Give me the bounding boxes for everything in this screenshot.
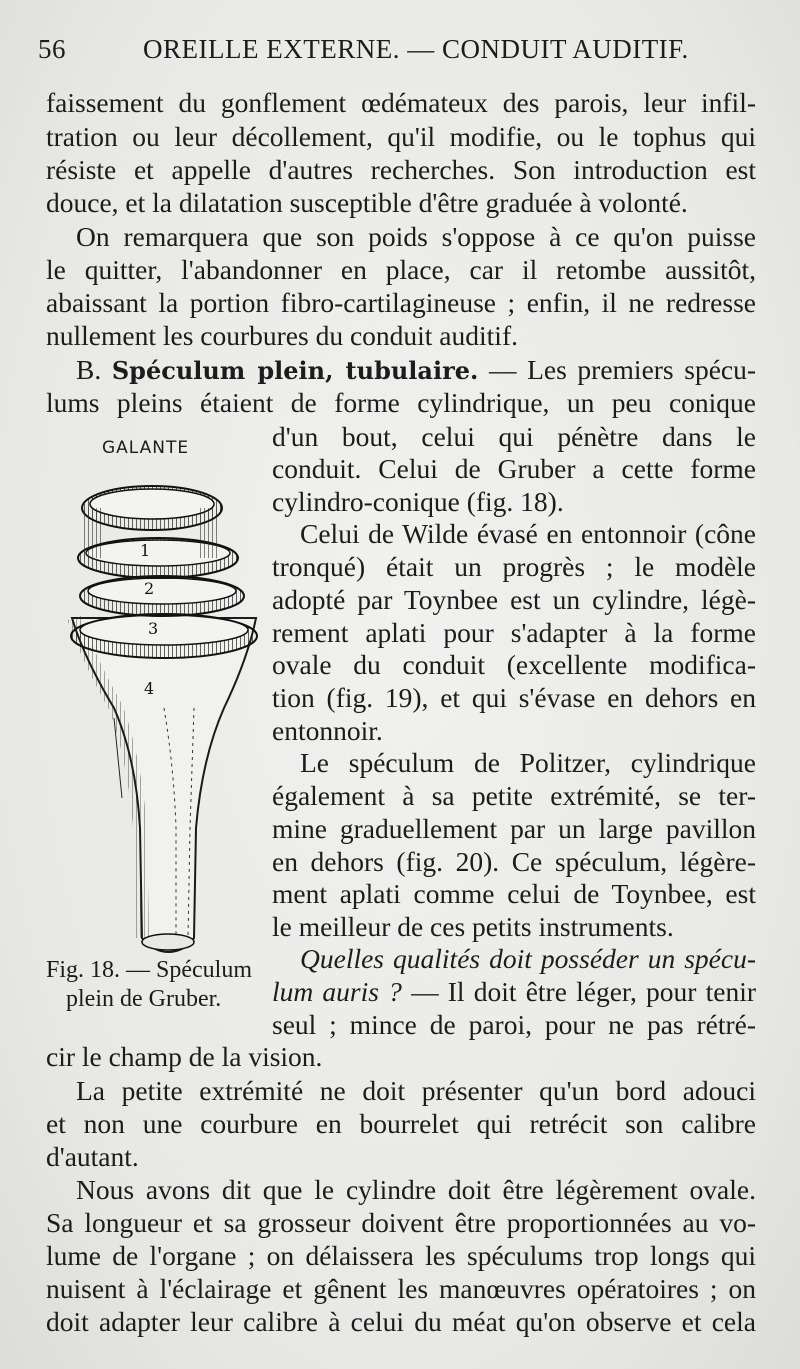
caption-line: Fig. 18. — Spéculum [46,957,253,983]
text-line: Nous avons dit que le cylindre doit être légèrement ovale. [76,1174,756,1205]
text-line: le meilleur de ces petits instruments. [272,911,674,942]
text-line: Quelles qualités doit posséder un spécu- [300,943,756,974]
text-line: et non une courbure en bourrelet qui retrécit son calibre [46,1108,756,1139]
running-title: OREILLE EXTERNE. — CONDUIT AUDITIF. [143,34,689,64]
text-line: le quitter, l'abandonner en place, car il retombe aussitôt, [46,254,756,285]
text-line: adopté par Toynbee est un cylindre, légè- [272,584,756,615]
text-line: faissement du gonflement œdémateux des parois, leur infil- [46,87,756,118]
text-line: doit adapter leur calibre à celui du méat qu'on observe et cela [46,1306,756,1337]
ring-number: 4 [144,679,155,698]
text-line: Sa longueur et sa grosseur doivent être proportionnées au vo- [46,1207,756,1238]
text-line: La petite extrémité ne doit présenter qu'un bord adouci [76,1075,756,1106]
speculum-figure [44,438,266,1003]
section-heading-line [76,353,756,388]
text-line: Celui de Wilde évasé en entonnoir (cône [300,518,756,549]
section-heading-rest: — Les premiers spécu- [488,354,757,385]
text-line: d'autant. [46,1141,139,1172]
text-line: tion (fig. 19), et qui s'évase en dehors en [272,682,756,713]
maker-mark: GALANTE [102,438,190,458]
page-number: 56 [38,34,66,64]
text-line: conduit. Celui de Gruber a cette forme [272,453,756,484]
text-line: cir le champ de la vision. [46,1041,323,1072]
text-line: On remarquera que son poids s'oppose à ce qu'on puisse [76,221,756,252]
text-line: résiste et appelle d'autres recherches. Son introduction est [46,154,756,185]
text-line: entonnoir. [272,715,383,746]
text-line: également à sa petite extrémité, se ter- [272,780,756,811]
text-line: seul ; mince de paroi, pour ne pas rétré- [272,1009,756,1040]
figure-caption [46,956,271,1014]
ring-number: 3 [148,619,159,638]
text-line: nullement les courbures du conduit auditif. [46,320,518,351]
text-line: lume de l'organe ; on délaissera les spéculums trop longs qui [46,1240,756,1271]
text-line: douce, et la dilatation susceptible d'être graduée à volonté. [46,187,688,218]
italic-phrase: lum auris ? [272,976,402,1007]
text-line: ment aplati comme celui de Toynbee, est [272,878,756,909]
text-line: tration ou leur décollement, qu'il modifie, ou le tophus qui [46,121,756,152]
text-line: mine graduellement par un large pavillon [272,813,756,844]
text-line: rement aplati pour s'adapter à la forme [272,617,756,648]
text-line: tronqué) était un progrès ; le modèle [272,551,756,582]
text-line: Le spéculum de Politzer, cylindrique [300,747,756,778]
speculum-illustration [44,468,266,988]
page-header [38,34,758,74]
section-letter: B. [76,354,102,385]
text-line: abaissant la portion fibro-cartilagineuse ; enfin, il ne redresse [46,287,756,318]
text-line: lums pleins étaient de forme cylindrique, un peu conique [46,387,756,418]
text-line: d'un bout, celui qui pénètre dans le [272,421,756,452]
text-line: nuisent à l'éclairage et gênent les manœuvres opératoires ; on [46,1273,756,1304]
section-heading: Spéculum plein, tubulaire. [111,356,479,385]
text-line: en dehors (fig. 20). Ce spéculum, légère- [272,846,756,877]
ring-number: 1 [140,541,151,560]
caption-line: plein de Gruber. [66,986,222,1012]
text-line: cylindro-conique (fig. 18). [272,486,564,517]
text-line: ovale du conduit (excellente modifica- [272,649,756,680]
text-span: — Il doit être léger, pour tenir [411,976,757,1007]
ring-number: 2 [144,579,155,598]
text-line [272,975,756,1009]
